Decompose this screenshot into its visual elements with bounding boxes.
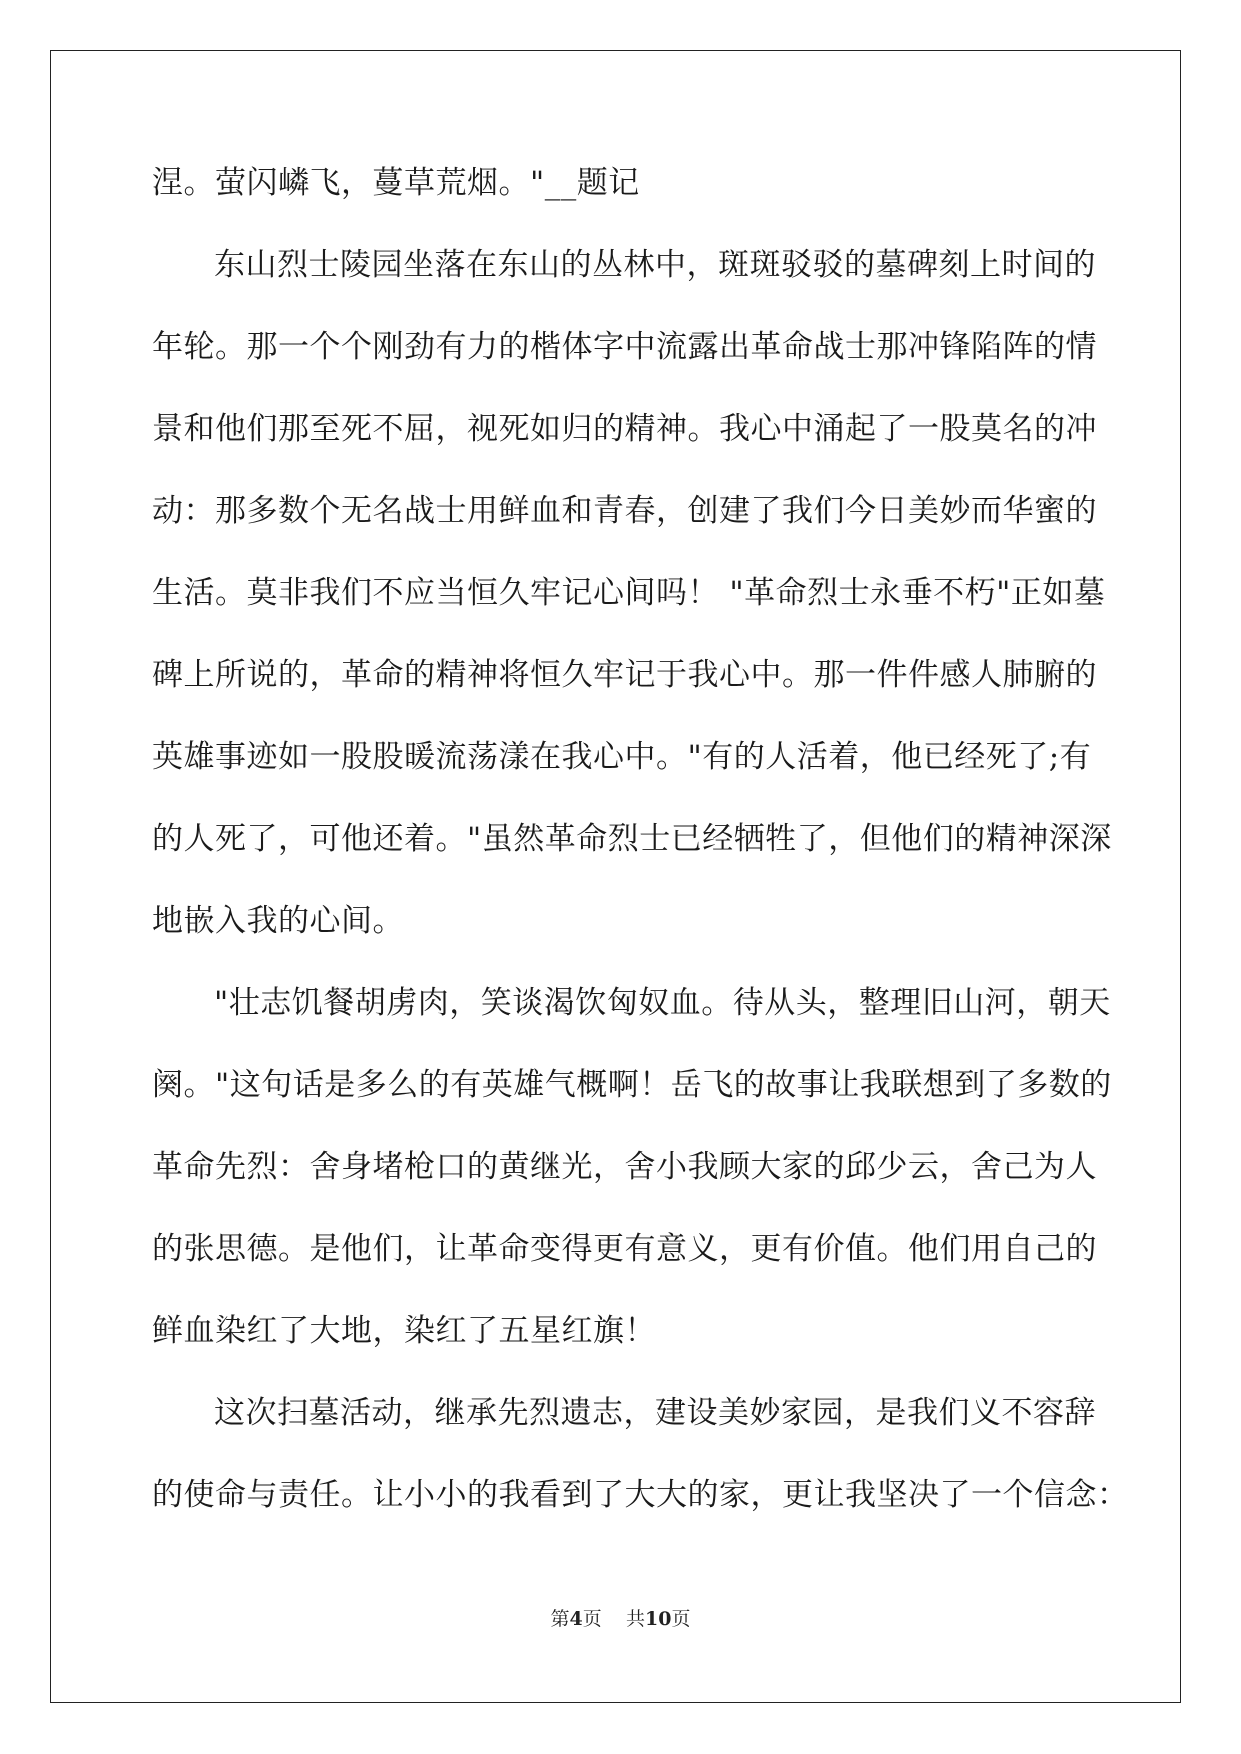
- paragraph-line: 的张思德。是他们，让革命变得更有意义，更有价值。他们用自己的: [152, 1231, 1097, 1267]
- footer-page-suffix: 页: [582, 1608, 602, 1630]
- page-footer: [0, 1604, 1241, 1631]
- footer-prefix: 第: [550, 1608, 570, 1630]
- footer-page-number: 4: [569, 1608, 583, 1630]
- footer-total-pages: 10: [644, 1608, 672, 1630]
- paragraph-line: 东山烈士陵园坐落在东山的丛林中，斑斑驳驳的墓碑刻上时间的: [214, 247, 1096, 283]
- footer-total-suffix: 页: [671, 1608, 691, 1630]
- footer-total-prefix: 共: [625, 1608, 645, 1630]
- paragraph-line: 地嵌入我的心间。: [152, 903, 404, 939]
- paragraph-line: 阕。"这句话是多么的有英雄气概啊！岳飞的故事让我联想到了多数的: [152, 1067, 1112, 1103]
- paragraph-line: 的使命与责任。让小小的我看到了大大的家，更让我坚决了一个信念：: [152, 1477, 1129, 1513]
- paragraph-line: 英雄事迹如一股股暖流荡漾在我心中。"有的人活着，他已经死了;有: [152, 739, 1092, 775]
- paragraph-line: 涅。萤闪嶙飞，蔓草荒烟。"__题记: [152, 165, 640, 201]
- paragraph-line: 鲜血染红了大地，染红了五星红旗！: [152, 1313, 656, 1349]
- paragraph-line: 这次扫墓活动，继承先烈遗志，建设美妙家园，是我们义不容辞: [214, 1395, 1096, 1431]
- document-body: [152, 158, 1129, 1552]
- paragraph-line: "壮志饥餐胡虏肉，笑谈渴饮匈奴血。待从头，整理旧山河，朝天: [214, 985, 1111, 1021]
- paragraph-line: 年轮。那一个个刚劲有力的楷体字中流露出革命战士那冲锋陷阵的情: [152, 329, 1097, 365]
- paragraph-line: 生活。莫非我们不应当恒久牢记心间吗！ "革命烈士永垂不朽"正如墓: [152, 575, 1106, 611]
- paragraph-line: 碑上所说的，革命的精神将恒久牢记于我心中。那一件件感人肺腑的: [152, 657, 1097, 693]
- paragraph-line: 革命先烈：舍身堵枪口的黄继光，舍小我顾大家的邱少云，舍己为人: [152, 1149, 1097, 1185]
- paragraph-line: 景和他们那至死不屈，视死如归的精神。我心中涌起了一股莫名的冲: [152, 411, 1097, 447]
- paragraph-line: 动：那多数个无名战士用鲜血和青春，创建了我们今日美妙而华蜜的: [152, 493, 1097, 529]
- paragraph-line: 的人死了，可他还着。"虽然革命烈士已经牺牲了，但他们的精神深深: [152, 821, 1112, 857]
